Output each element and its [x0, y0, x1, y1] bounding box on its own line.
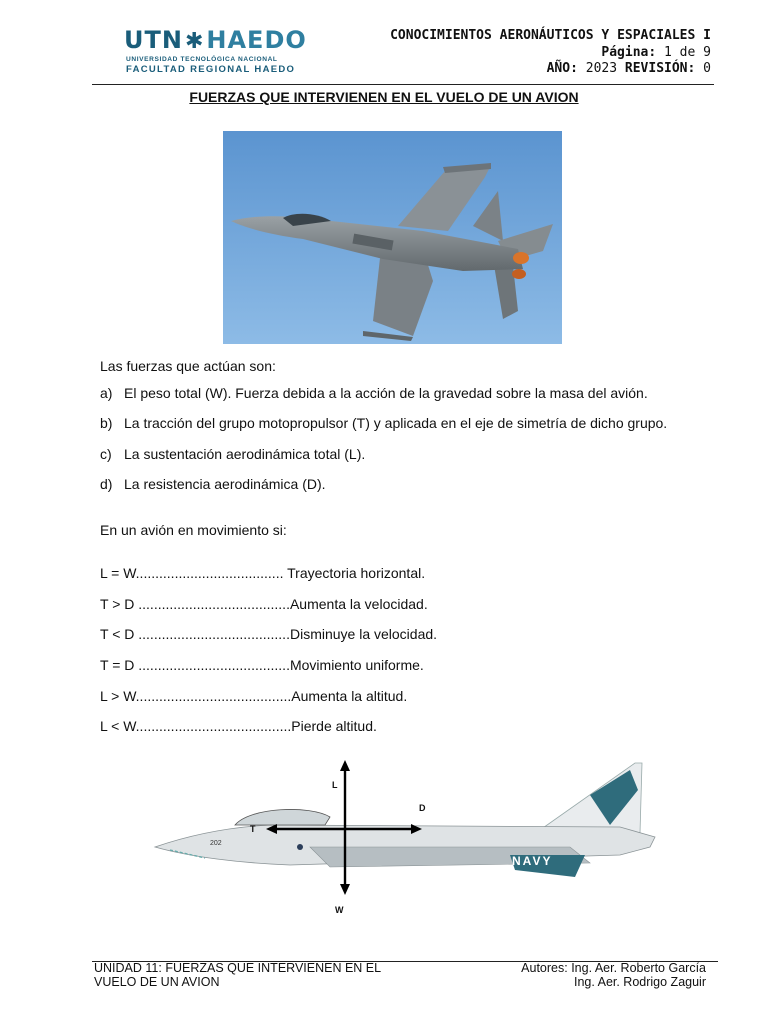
condition: T > D — [100, 596, 139, 612]
logo-utn: UTN — [124, 26, 183, 54]
condition: L > W — [100, 688, 136, 704]
condition-row — [100, 596, 428, 613]
jet-photo-illustration — [223, 131, 562, 344]
condition-row — [100, 688, 407, 705]
weight-arrowhead — [340, 884, 350, 895]
condition: L < W — [100, 718, 136, 734]
condition: T = D — [100, 657, 139, 673]
force-item-lift — [100, 446, 365, 463]
leader-dots: ........................................ — [135, 718, 292, 734]
leader-dots: ...................................... — [135, 565, 284, 581]
logo-wordmark — [124, 28, 310, 54]
page-title: FUERZAS QUE INTERVIENEN EN EL VUELO DE UN AVION — [189, 89, 579, 105]
footer-author-1: Autores: Ing. Aer. Roberto García — [521, 961, 706, 975]
footer-unit-line1: UNIDAD 11: FUERZAS QUE INTERVIENEN EN EL — [94, 961, 382, 975]
condition-row — [100, 626, 437, 643]
leader-dots: ....................................... — [138, 596, 290, 612]
thrust-label: T — [250, 824, 256, 834]
logo-haedo: HAEDO — [206, 26, 307, 54]
force-item-thrust — [100, 415, 667, 432]
footer-unit-line2: VUELO DE UN AVION — [94, 974, 220, 989]
item-letter: c) — [100, 446, 112, 462]
forces-diagram — [150, 755, 665, 920]
header-meta — [390, 28, 711, 78]
year-value: 2023 — [585, 61, 618, 76]
condition-result: Aumenta la altitud. — [291, 688, 408, 704]
leader-dots: ....................................... — [138, 626, 290, 642]
canopy — [235, 809, 330, 825]
fighter-jet-photo — [223, 131, 562, 344]
navy-marking: NAVY — [512, 854, 553, 868]
movement-intro: En un avión en movimiento si: — [100, 522, 287, 538]
footer-unit — [94, 962, 381, 989]
page-label: Página: — [601, 44, 657, 60]
year-label: AÑO: — [546, 61, 578, 76]
leader-dots: ........................................ — [135, 688, 292, 704]
item-text: El peso total (W). Fuerza debida a la acción de la gravedad sobre la masa del avión. — [124, 385, 648, 401]
header-divider — [92, 84, 714, 85]
roundel — [297, 844, 303, 850]
item-text: La sustentación aerodinámica total (L). — [124, 446, 366, 462]
logo-university: UNIVERSIDAD TECNOLÓGICA NACIONAL — [126, 56, 278, 63]
condition-result: Pierde altitud. — [291, 718, 377, 734]
revision-label: REVISIÓN: — [624, 61, 696, 76]
course-title: CONOCIMIENTOS AERONÁUTICOS Y ESPACIALES I — [390, 28, 711, 43]
force-item-drag — [100, 476, 326, 493]
tail-number: 202 — [210, 840, 222, 847]
condition: T < D — [100, 626, 139, 642]
condition-result: Disminuye la velocidad. — [289, 626, 438, 642]
item-text: La resistencia aerodinámica (D). — [124, 476, 326, 492]
utn-haedo-logo — [124, 28, 310, 74]
condition-result: Aumenta la velocidad. — [289, 596, 428, 612]
lift-label: L — [332, 780, 338, 790]
logo-faculty: FACULTAD REGIONAL HAEDO — [126, 64, 296, 75]
forces-intro: Las fuerzas que actúan son: — [100, 358, 276, 374]
drag-label: D — [419, 803, 426, 813]
condition: L = W — [100, 565, 136, 581]
weight-label: W — [335, 905, 344, 915]
footer-author-2: Ing. Aer. Rodrigo Zaguir — [573, 974, 706, 989]
condition-row — [100, 565, 425, 582]
item-text: La tracción del grupo motopropulsor (T) y aplicada en el eje de simetría de dicho grupo. — [124, 415, 668, 431]
page-value: 1 de 9 — [664, 44, 711, 60]
condition-row — [100, 657, 424, 674]
condition-row — [100, 718, 377, 735]
item-letter: a) — [100, 385, 113, 401]
condition-result: Trayectoria horizontal. — [283, 565, 426, 581]
item-letter: d) — [100, 476, 113, 492]
leader-dots: ....................................... — [138, 657, 290, 673]
item-letter: b) — [100, 415, 113, 431]
utn-emblem-icon: ✱ — [184, 29, 205, 54]
condition-result: Movimiento uniforme. — [289, 657, 424, 673]
revision-value: 0 — [703, 61, 711, 76]
f14-forces-illustration — [150, 755, 665, 920]
force-item-weight — [100, 385, 648, 402]
lift-arrowhead — [340, 760, 350, 771]
footer-authors — [521, 962, 706, 989]
